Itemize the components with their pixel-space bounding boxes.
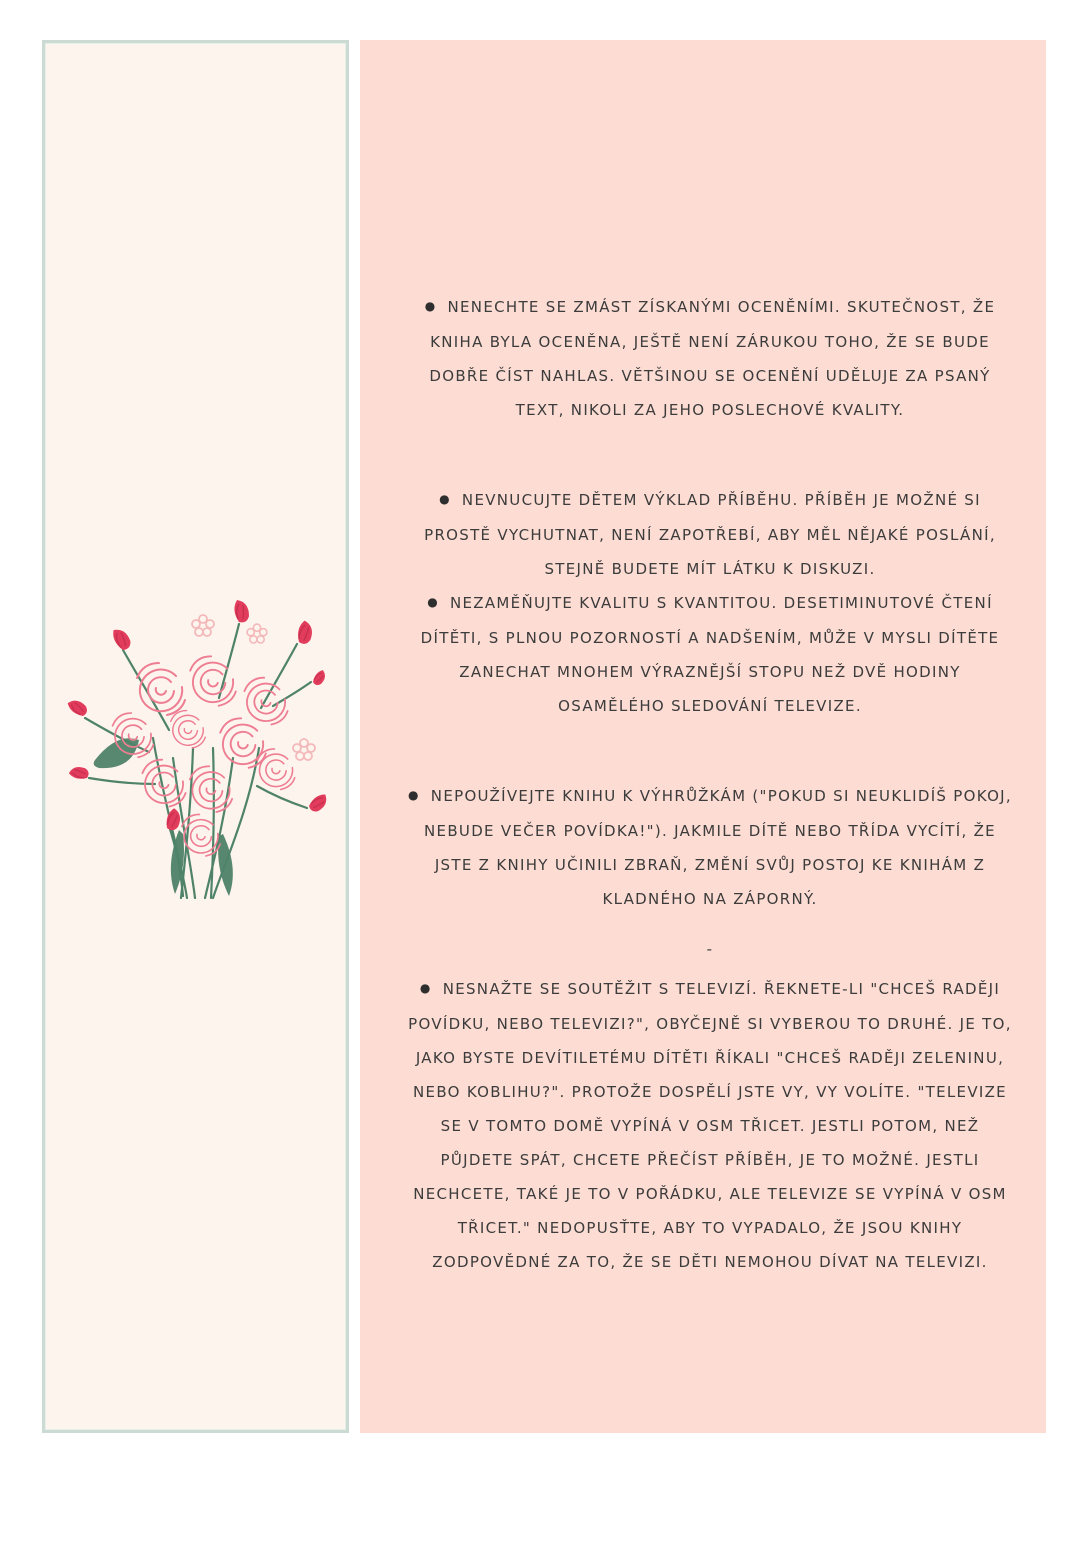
bullet-text: NEZAMĚŇUJTE KVALITU S KVANTITOU. DESETIMINUTOVÉ ČTENÍ DÍTĚTI, S PLNOU POZORNOSTÍ A NADŠENÍM, MŮŽE V MYSLI DÍTĚTE ZANECHAT MNOHEM VÝRAZNĚJŠÍ STOPU NEŽ DVĚ HODINY OSAMĚLÉHO SLEDOVÁNÍ TELEVIZE. xyxy=(420,594,1000,715)
bullet-dot: ● xyxy=(408,788,420,802)
bullet-text: NEVNUCUJTE DĚTEM VÝKLAD PŘÍBĚHU. PŘÍBĚH JE MOŽNÉ SI PROSTĚ VYCHUTNAT, NENÍ ZAPOTŘEBÍ, ABY MĚL NĚJAKÉ POSLÁNÍ, STEJNĚ BUDETE MÍT LÁTKU K DISKUZI. xyxy=(424,491,996,578)
bullet-dot: ● xyxy=(439,492,451,506)
bullet-item-threats xyxy=(408,779,1012,916)
bullet-dot: ● xyxy=(419,981,432,995)
bullet-dot: ● xyxy=(427,595,439,609)
right-panel xyxy=(360,40,1046,1433)
bullet-dot: ● xyxy=(424,299,437,313)
bullet-text: NENECHTE SE ZMÁST ZÍSKANÝMI OCENĚNÍMI. SKUTEČNOST, ŽE KNIHA BYLA OCENĚNA, JEŠTĚ NENÍ ZÁRUKOU TOHO, ŽE SE BUDE DOBŘE ČÍST NAHLAS. VĚTŠINOU SE OCENĚNÍ UDĚLUJE ZA PSANÝ TEXT, NIKOLI ZA JEHO POSLECHOVÉ KVALITY. xyxy=(429,298,996,419)
bullet-text: NEPOUŽÍVEJTE KNIHU K VÝHRŮŽKÁM ("POKUD SI NEUKLIDÍŠ POKOJ, NEBUDE VEČER POVÍDKA!"). JAKMILE DÍTĚ NEBO TŘÍDA VYCÍTÍ, ŽE JSTE Z KNIHY UČINILI ZBRAŇ, ZMĚNÍ SVŮJ POSTOJ KE KNIHÁM Z KLADNÉHO NA ZÁPORNÝ. xyxy=(424,787,1012,908)
bullet-item-television xyxy=(408,972,1012,1279)
bullet-list xyxy=(408,290,1012,1279)
bullet-item-interpretation xyxy=(408,483,1012,586)
left-panel xyxy=(42,40,349,1433)
divider-dash: - xyxy=(706,940,714,958)
bullet-item-awards xyxy=(408,290,1012,427)
bullet-item-quality xyxy=(408,586,1012,723)
bullet-text: NESNAŽTE SE SOUTĚŽIT S TELEVIZÍ. ŘEKNETE-LI "CHCEŠ RADĚJI POVÍDKU, NEBO TELEVIZI?", OBYČEJNĚ SI VYBEROU TO DRUHÉ. JE TO, JAKO BYSTE DEVÍTILETÉMU DÍTĚTI ŘÍKALI "CHCEŠ RADĚJI ZELENINU, NEBO KOBLIHU?". PROTOŽE DOSPĚLÍ JSTE VY, VY VOLÍTE. "TELEVIZE SE V TOMTO DOMĚ VYPÍNÁ V OSM TŘICET. JESTLI POTOM, NEŽ PŮJDETE SPÁT, CHCETE PŘEČÍST PŘÍBĚH, JE TO MOŽNÉ. JESTLI NECHCETE, TAKÉ JE TO V POŘÁDKU, ALE TELEVIZE SE VYPÍNÁ V OSM TŘICET." NEDOPUSŤTE, ABY TO VYPADALO, ŽE JSOU KNIHY ZODPOVĚDNÉ ZA TO, ŽE SE DĚTI NEMOHOU DÍVAT NA TELEVIZI. xyxy=(408,980,1012,1271)
rose-bouquet-illustration xyxy=(61,598,331,908)
